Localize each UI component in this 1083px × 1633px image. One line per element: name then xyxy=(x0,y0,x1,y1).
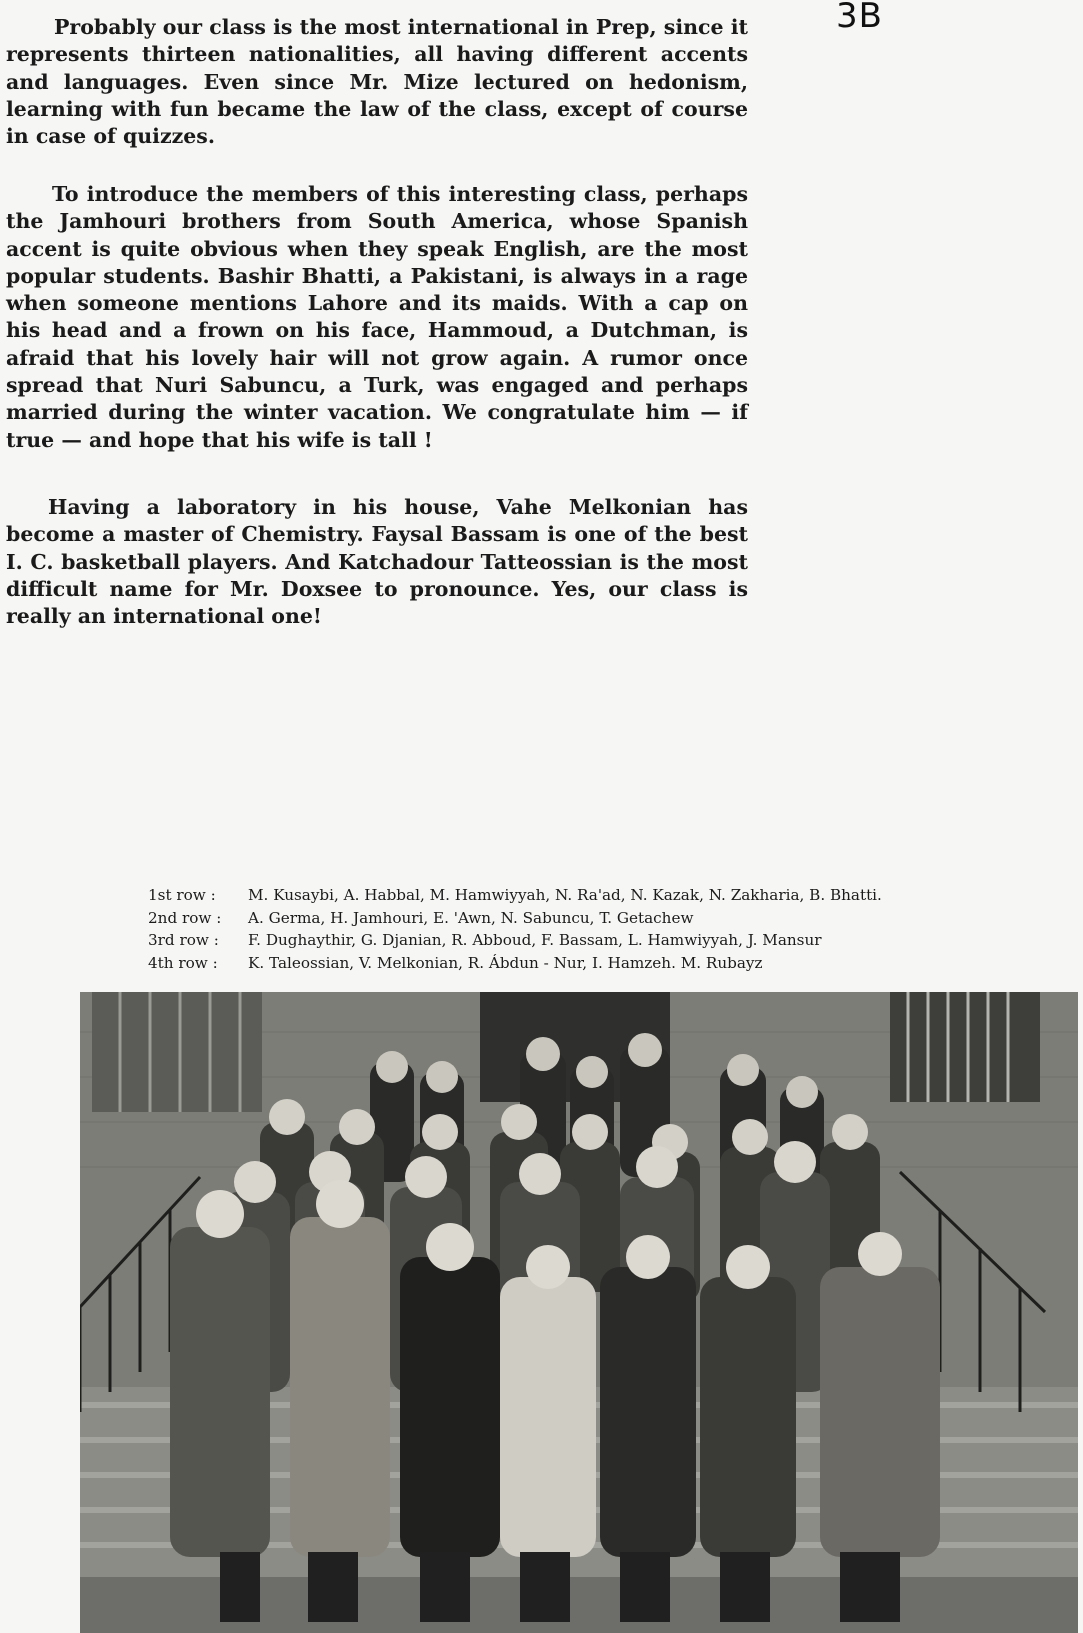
right-window xyxy=(890,992,1040,1102)
class-group-photo xyxy=(80,992,1078,1633)
caption-row-names: A. Germa, H. Jamhouri, E. 'Awn, N. Sabuncu, T. Getachew xyxy=(248,908,694,927)
caption-row-label: 3rd row : xyxy=(148,931,219,949)
left-window xyxy=(92,992,262,1112)
article-paragraph: To introduce the members of this interesting class, perhaps the Jamhouri brothers from South America, whose Spanish accent is quite obvious when they speak English, are the most popular students. Bashir Bhatti, a Pakistani, is always in a rage when someone mentions Lahore and its maids. With a cap on his head and a frown on his face, Hammoud, a Dutchman, is afraid that his lovely hair will not grow again. A rumor once spread that Nuri Sabuncu, a Turk, was engaged and perhaps married during the winter vacation. We congratulate him — if true — and hope that his wife is tall ! xyxy=(6,182,748,452)
caption-row-names: M. Kusaybi, A. Habbal, M. Hamwiyyah, N. Ra'ad, N. Kazak, N. Zakharia, B. Bhatti. xyxy=(248,886,882,904)
caption-row-2 xyxy=(148,907,1048,930)
photo-caption xyxy=(148,884,1048,974)
article-paragraph: Having a laboratory in his house, Vahe Melkonian has become a master of Chemistry. Faysal Bassam is one of the best I. C. basketball players. And Katchadour Tatteossian is the most difficult name for Mr. Doxsee to pronounce. Yes, our class is really an international one! xyxy=(6,495,748,629)
caption-row-names: K. Taleossian, V. Melkonian, R. Ábdun - Nur, I. Hamzeh. M. Rubayz xyxy=(248,953,763,972)
group-photo-illustration xyxy=(80,992,1078,1633)
caption-row-4 xyxy=(148,952,1048,975)
caption-row-3 xyxy=(148,929,1048,952)
caption-row-label: 2nd row : xyxy=(148,908,222,927)
caption-row-label: 4th row : xyxy=(148,953,218,972)
caption-row-names: F. Dughaythir, G. Djanian, R. Abboud, F. Bassam, L. Hamwiyyah, J. Mansur xyxy=(248,931,822,949)
section-title: 3B xyxy=(836,0,883,36)
caption-row-label: 1st row : xyxy=(148,886,216,904)
article-paragraph: Probably our class is the most international in Prep, since it represents thirteen nationalities, all having different accents and languages. Even since Mr. Mize lectured on hedonism, learning with fun became the law of the class, except of course in case of quizzes. xyxy=(6,15,748,149)
caption-row-1 xyxy=(148,884,1048,907)
